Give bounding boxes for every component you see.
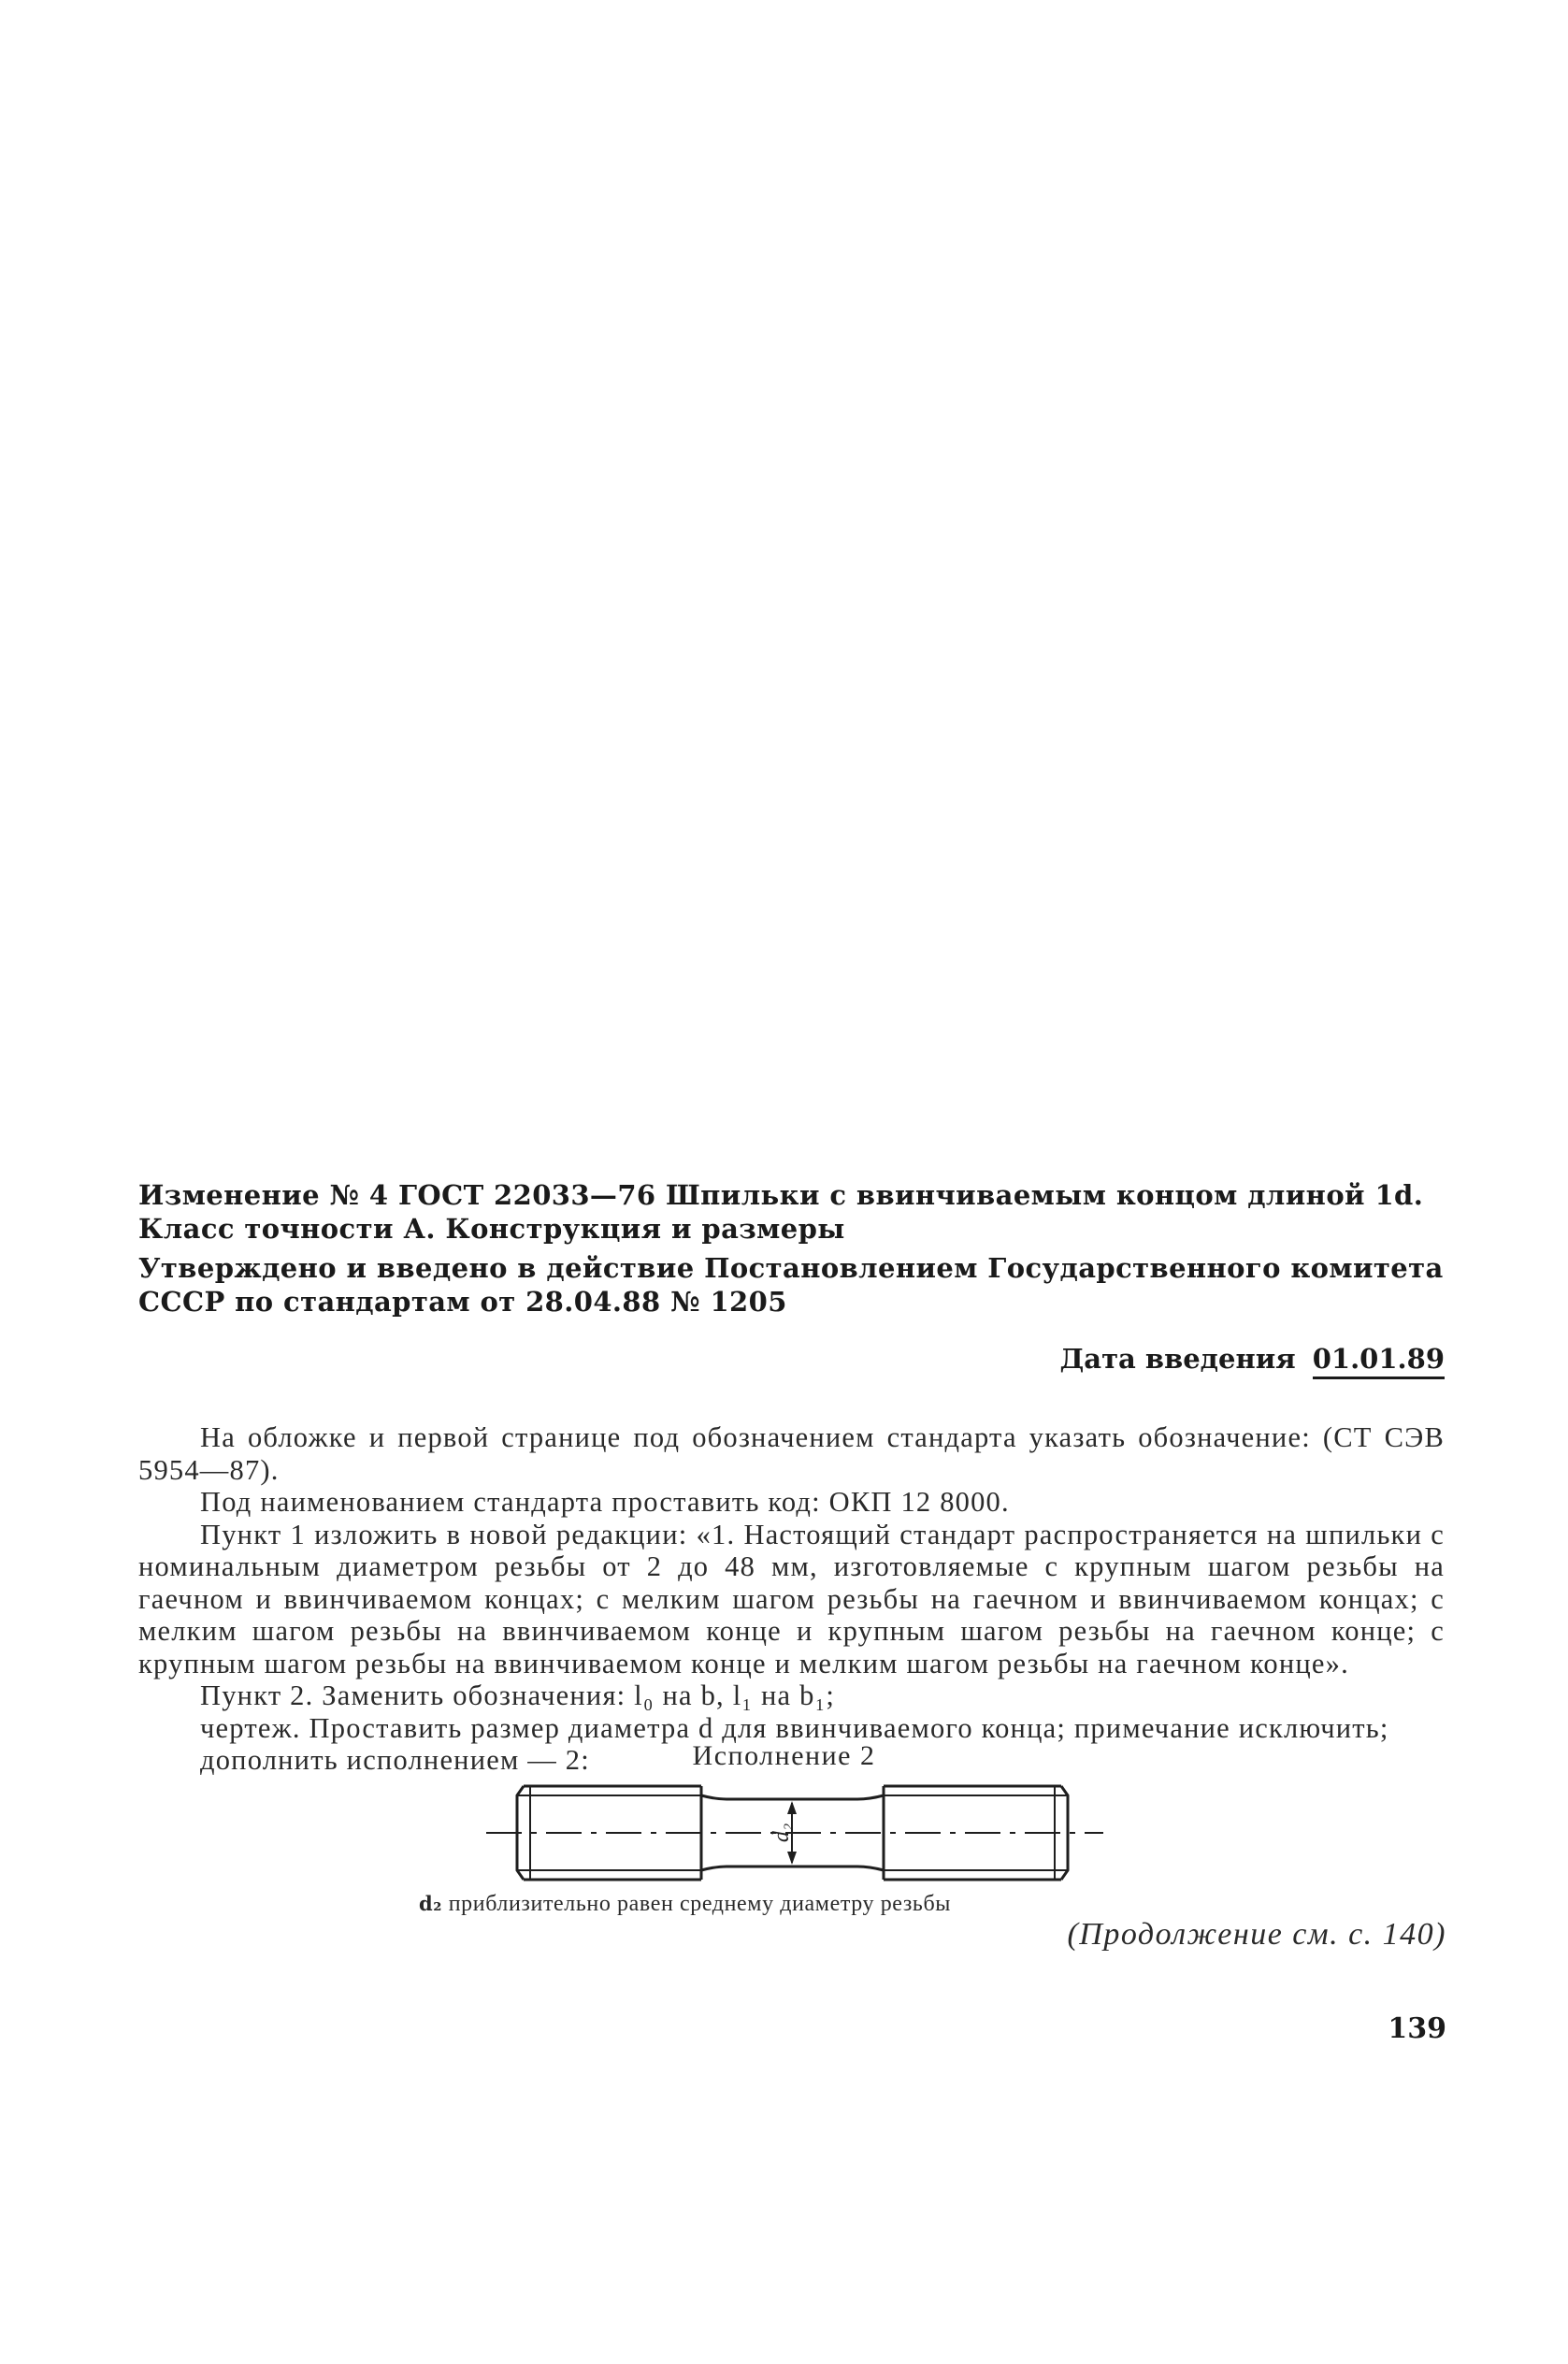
note-text: приблизительно равен среднему диаметру резьбы xyxy=(448,1892,951,1916)
effective-date-label: Дата введения xyxy=(1059,1343,1296,1375)
paragraph: На обложке и первой странице под обозначением стандарта указать обозначение: (СТ СЭВ 5954—87). xyxy=(138,1421,1445,1486)
approval-line-1: Утверждено и введено в действие Постановлением Государственного комитета xyxy=(138,1252,1444,1284)
effective-date xyxy=(1060,1343,1446,1375)
heading-line-2: Класс точности А. Конструкция и размеры xyxy=(138,1213,845,1245)
heading-line-1: Изменение № 4 ГОСТ 22033—76 Шпильки с ввинчиваемым концом длиной 1d. xyxy=(138,1179,1424,1211)
approval-block xyxy=(138,1251,1445,1319)
paragraph: чертеж. Проставить размер диаметра d для ввинчиваемого конца; примечание исключить; xyxy=(200,1711,1389,1744)
figure-caption: Исполнение 2 xyxy=(692,1740,876,1771)
dimension-label: d₂ xyxy=(770,1823,794,1843)
paragraph: Пункт 1 изложить в новой редакции: «1. Настоящий стандарт распространяется на шпильки с номинальным диаметром резьбы от 2 до 48 мм, изготовляемые с крупным шагом резьбы на гаечном и ввинчиваемом концах; с мелким шагом резьбы на гаечном и ввинчиваемом концах; с мелким шагом резьбы на ввинчиваемом конце и крупным шагом резьбы на гаечном конце; с крупным шагом резьбы на ввинчиваемом конце и мелким шагом резьбы на гаечном конце». xyxy=(138,1518,1445,1679)
paragraph: дополнить исполнением — 2: xyxy=(200,1744,590,1776)
continuation-note: (Продолжение см. с. 140) xyxy=(1067,1917,1446,1952)
change-body xyxy=(138,1421,1445,1777)
paragraph: Пункт 2. Заменить обозначения: l₀ на b, l₁ на b₁; xyxy=(200,1679,836,1711)
note-symbol: d₂ xyxy=(419,1892,443,1915)
stud-drawing xyxy=(482,1777,1108,1889)
change-heading xyxy=(138,1178,1445,1246)
page-number: 139 xyxy=(1388,2012,1446,2045)
paragraph: Под наименованием стандарта проставить код: ОКП 12 8000. xyxy=(200,1486,1010,1518)
approval-line-2: СССР по стандартам от 28.04.88 № 1205 xyxy=(138,1286,787,1318)
effective-date-value: 01.01.89 xyxy=(1313,1343,1445,1379)
figure-note xyxy=(419,1892,951,1917)
